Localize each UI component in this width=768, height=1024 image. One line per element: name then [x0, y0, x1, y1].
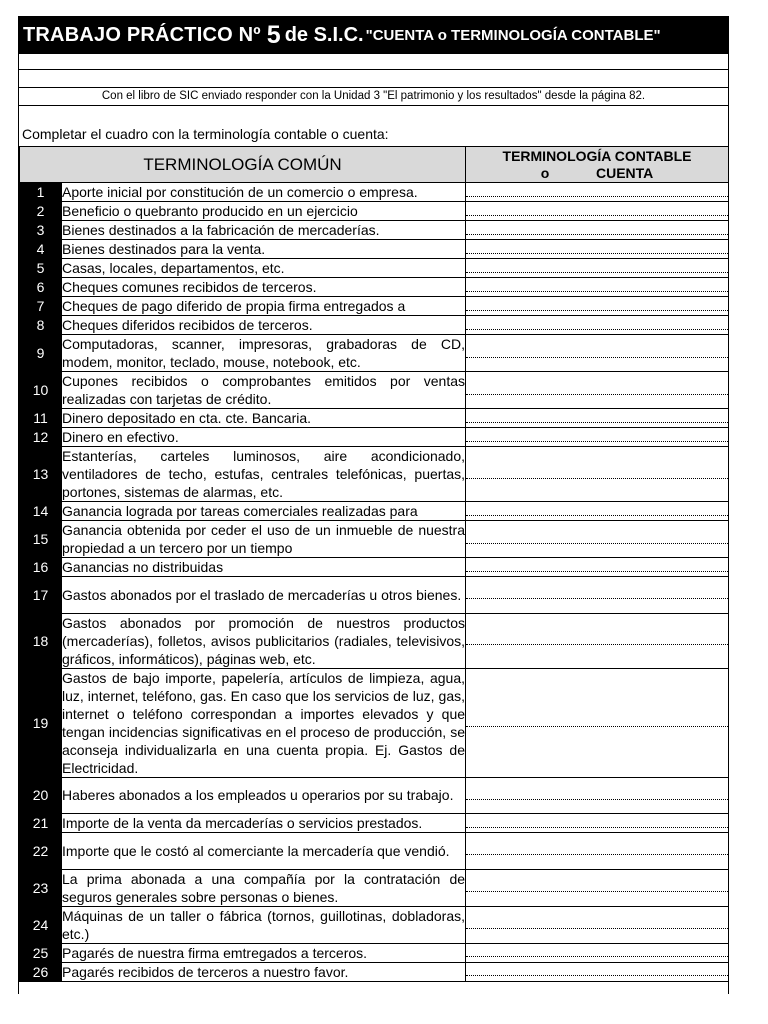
table-row	[20, 906, 729, 943]
row-description: Cheques comunes recibidos de terceros.	[62, 278, 466, 297]
source-note: Con el libro de SIC enviado responder con la Unidad 3 "El patrimonio y los resultados" desde la página 82.	[101, 90, 646, 102]
terminology-table	[19, 146, 729, 982]
row-number: 22	[20, 833, 62, 870]
answer-dotted-line	[466, 967, 728, 976]
row-number: 16	[20, 558, 62, 577]
table-row	[20, 447, 729, 502]
answer-field[interactable]	[466, 202, 729, 221]
answer-dotted-line	[466, 920, 728, 929]
worksheet	[18, 16, 729, 994]
answer-field[interactable]	[466, 777, 729, 814]
table-row	[20, 297, 729, 316]
row-number: 25	[20, 943, 62, 962]
table-row	[20, 409, 729, 428]
table-row	[20, 869, 729, 906]
answer-field[interactable]	[466, 869, 729, 906]
answer-dotted-line	[466, 846, 728, 855]
row-number: 14	[20, 502, 62, 521]
table-row	[20, 943, 729, 962]
row-description: Haberes abonados a los empleados u operarios por su trabajo.	[62, 777, 466, 814]
answer-dotted-line	[466, 414, 728, 423]
title-number: 5	[266, 20, 281, 49]
row-number: 4	[20, 240, 62, 259]
answer-dotted-line	[466, 302, 728, 311]
row-number: 1	[20, 183, 62, 202]
answer-dotted-line	[466, 321, 728, 330]
title-subject: "CUENTA o TERMINOLOGÍA CONTABLE"	[365, 26, 661, 44]
row-number: 11	[20, 409, 62, 428]
row-description: Ganancia lograda por tareas comerciales realizadas para	[62, 502, 466, 521]
header-accounting-terminology	[466, 147, 729, 183]
row-number: 26	[20, 962, 62, 981]
table-row	[20, 814, 729, 833]
answer-dotted-line	[466, 590, 728, 599]
answer-field[interactable]	[466, 447, 729, 502]
answer-field[interactable]	[466, 278, 729, 297]
row-number: 7	[20, 297, 62, 316]
answer-field[interactable]	[466, 558, 729, 577]
row-description: Bienes destinados a la fabricación de mercaderías.	[62, 221, 466, 240]
row-number: 8	[20, 316, 62, 335]
row-description: Máquinas de un taller o fábrica (tornos, guillotinas, dobladoras, etc.)	[62, 907, 466, 942]
table-row	[20, 372, 729, 409]
row-description: Bienes destinados para la venta.	[62, 240, 466, 259]
row-description: Gastos de bajo importe, papelería, artículos de limpieza, agua, luz, internet, teléfono, gas. En caso que los servicios de luz, gas, internet o teléfono correspondan a importes elevados y que tengan incidencias significativas en el proceso de producción, se aconseja individualizarla en una cuenta propia. Ej. Gastos de Electricidad.	[62, 669, 466, 776]
answer-dotted-line	[466, 470, 728, 479]
title-prefix: TRABAJO PRÁCTICO Nº	[23, 23, 261, 46]
row-description: Importe de la venta da mercaderías o servicios prestados.	[62, 814, 466, 833]
table-row	[20, 259, 729, 278]
row-description: Gastos abonados por promoción de nuestros productos (mercaderías), folletos, avisos publicitarios (radiales, televisivos, gráficos, informáticos), páginas web, etc.	[62, 614, 466, 667]
row-description: Gastos abonados por el traslado de mercaderías u otros bienes.	[62, 577, 466, 614]
answer-dotted-line	[466, 507, 728, 516]
title-middle: de S.I.C.	[284, 23, 364, 46]
answer-dotted-line	[466, 226, 728, 235]
row-number: 13	[20, 447, 62, 502]
answer-dotted-line	[466, 264, 728, 273]
answer-dotted-line	[466, 718, 728, 727]
answer-field[interactable]	[466, 316, 729, 335]
answer-field[interactable]	[466, 240, 729, 259]
table-row	[20, 777, 729, 814]
answer-dotted-line	[466, 791, 728, 800]
answer-field[interactable]	[466, 521, 729, 558]
header-right-line2: o CUENTA	[540, 164, 654, 181]
instruction-text: Completar el cuadro con la terminología contable o cuenta:	[22, 126, 389, 142]
row-number: 21	[20, 814, 62, 833]
divider	[19, 105, 728, 106]
row-description: Estanterías, carteles luminosos, aire acondicionado, ventiladores de techo, estufas, centrales telefónicas, puertas, portones, sistemas de alarmas, etc.	[62, 448, 466, 500]
answer-dotted-line	[466, 386, 728, 395]
row-description: Cheques diferidos recibidos de terceros.	[62, 316, 466, 335]
row-description: Cheques de pago diferido de propia firma entregados a	[62, 297, 466, 316]
table-row	[20, 502, 729, 521]
answer-dotted-line	[466, 207, 728, 216]
table-row	[20, 183, 729, 202]
header-right-line1: TERMINOLOGÍA CONTABLE	[502, 147, 692, 164]
answer-dotted-line	[466, 883, 728, 892]
row-number: 10	[20, 372, 62, 409]
answer-field[interactable]	[466, 297, 729, 316]
row-description: Beneficio o quebranto producido en un ejercicio	[62, 202, 466, 221]
row-description: Computadoras, scanner, impresoras, grabadoras de CD, modem, monitor, teclado, mouse, notebook, etc.	[62, 336, 466, 370]
row-description: Cupones recibidos o comprobantes emitidos por ventas realizadas con tarjetas de crédito.	[62, 373, 466, 407]
table-row	[20, 962, 729, 981]
row-description: Aporte inicial por constitución de un comercio o empresa.	[62, 183, 466, 202]
row-number: 6	[20, 278, 62, 297]
row-description: Dinero en efectivo.	[62, 428, 466, 447]
row-number: 2	[20, 202, 62, 221]
row-number: 3	[20, 221, 62, 240]
answer-dotted-line	[466, 433, 728, 442]
answer-field[interactable]	[466, 668, 729, 777]
row-number: 17	[20, 577, 62, 614]
answer-dotted-line	[466, 283, 728, 292]
answer-field[interactable]	[466, 335, 729, 372]
row-description: Pagarés de nuestra firma emtregados a terceros.	[62, 943, 466, 962]
row-description: Casas, locales, departamentos, etc.	[62, 259, 466, 278]
answer-dotted-line	[466, 948, 728, 957]
answer-field[interactable]	[466, 409, 729, 428]
row-description: Ganancias no distribuidas	[62, 558, 466, 577]
title-bar	[19, 16, 728, 54]
table-row	[20, 428, 729, 447]
table-row	[20, 221, 729, 240]
answer-dotted-line	[466, 245, 728, 254]
row-number: 20	[20, 777, 62, 814]
answer-dotted-line	[466, 819, 728, 828]
row-number: 23	[20, 869, 62, 906]
divider	[19, 69, 728, 70]
answer-field[interactable]	[466, 183, 729, 202]
answer-field[interactable]	[466, 833, 729, 870]
table-row	[20, 558, 729, 577]
answer-field[interactable]	[466, 906, 729, 943]
table-row	[20, 278, 729, 297]
table-row	[20, 613, 729, 668]
row-number: 19	[20, 668, 62, 777]
table-body	[20, 183, 729, 982]
table-row	[20, 577, 729, 614]
answer-dotted-line	[466, 535, 728, 544]
row-number: 24	[20, 906, 62, 943]
header-common-terminology: TERMINOLOGÍA COMÚN	[20, 147, 466, 183]
table-row	[20, 335, 729, 372]
answer-field[interactable]	[466, 372, 729, 409]
answer-field[interactable]	[466, 814, 729, 833]
answer-field[interactable]	[466, 943, 729, 962]
table-row	[20, 240, 729, 259]
row-description: Importe que le costó al comerciante la mercadería que vendió.	[62, 833, 466, 870]
table-row	[20, 833, 729, 870]
answer-dotted-line	[466, 188, 728, 197]
answer-dotted-line	[466, 349, 728, 358]
row-description: Pagarés recibidos de terceros a nuestro favor.	[62, 962, 466, 981]
table-row	[20, 202, 729, 221]
row-number: 12	[20, 428, 62, 447]
row-number: 5	[20, 259, 62, 278]
answer-field[interactable]	[466, 962, 729, 981]
row-number: 9	[20, 335, 62, 372]
table-row	[20, 316, 729, 335]
answer-field[interactable]	[466, 221, 729, 240]
answer-field[interactable]	[466, 259, 729, 278]
answer-field[interactable]	[466, 502, 729, 521]
row-description: La prima abonada a una compañía por la contratación de seguros generales sobre personas o bienes.	[62, 870, 466, 905]
row-number: 15	[20, 521, 62, 558]
answer-field[interactable]	[466, 613, 729, 668]
row-number: 18	[20, 613, 62, 668]
table-row	[20, 668, 729, 777]
answer-field[interactable]	[466, 577, 729, 614]
answer-dotted-line	[466, 563, 728, 572]
answer-field[interactable]	[466, 428, 729, 447]
table-row	[20, 521, 729, 558]
row-description: Dinero depositado en cta. cte. Bancaria.	[62, 409, 466, 428]
answer-dotted-line	[466, 636, 728, 645]
row-description: Ganancia obtenida por ceder el uso de un inmueble de nuestra propiedad a un tercero por un tiempo	[62, 522, 466, 556]
